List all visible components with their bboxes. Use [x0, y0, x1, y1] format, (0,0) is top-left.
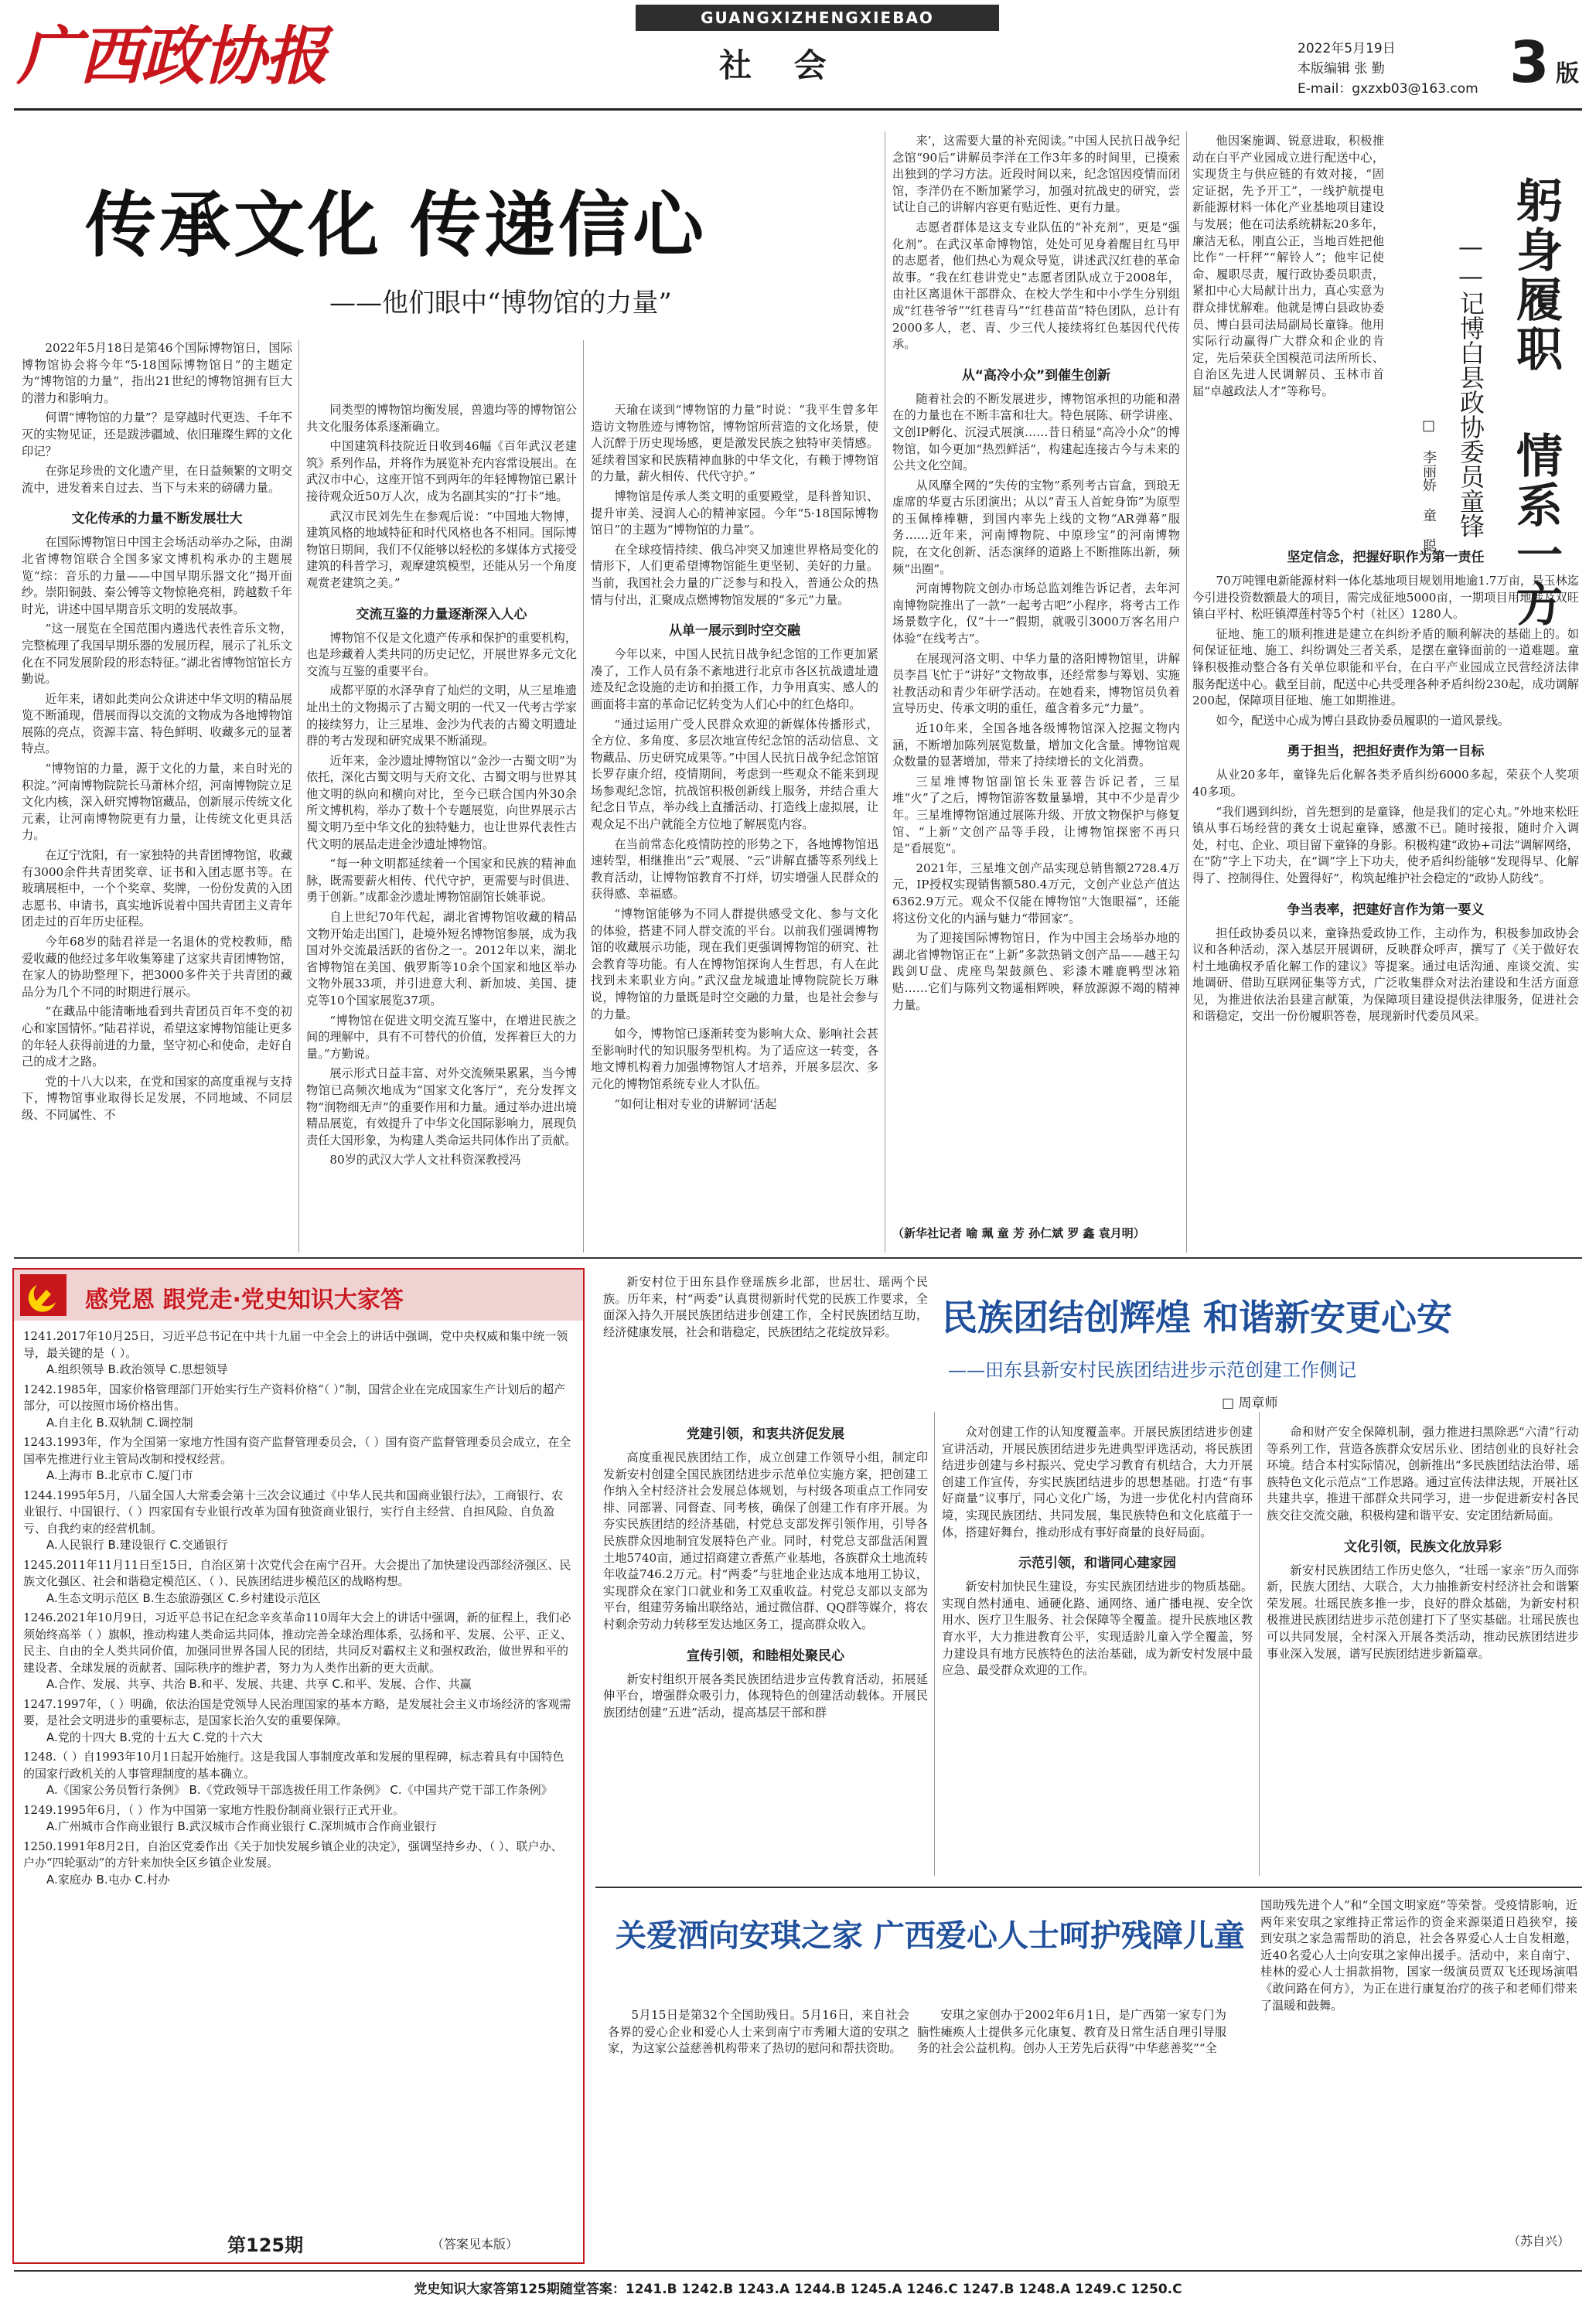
page-unit: 版 — [1556, 60, 1579, 87]
quiz-item — [23, 1434, 574, 1485]
paragraph: 高度重视民族团结工作，成立创建工作领导小组，制定印发新安村创建全国民族团结进步示范单位实施方案，把创建工作纳入全村经济社会发展总体规划，与村级各项重点工作同安排、同部署、同督查、同考核，确保了创建工作有序开展。为夯实民族团结的经济基础，村党总支部发挥引领作用，引导各民族群众因地制宜发展特色产业。同时，村党总支部盘活闲置土地5740亩，通过招商建立香蕉产业基地，各族群众土地流转年收益746.2万元。村“两委”与驻地企业达成本地用工协议，实现群众在家门口就业和务工双重收益。村党总支部以支部为平台，组建劳务输出联络站，通过微信群、QQ群等媒介，将农村剩余劳动力转移至发达地区务工，提高群众收入。 — [603, 1450, 928, 1631]
paragraph: 担任政协委员以来，童锋热爱政协工作，主动作为，积极参加政协会议和各种活动，深入基层开展调研，反映群众呼声，撰写了《关于做好农村土地确权矛盾化解工作的建议》等提案。通过电话沟通、座谈交流、实地调研、借助互联网征集等方式，广泛收集群众对法治建设和生活方面意见，为推进依法治县建言献策，为保障项目建设提供法律服务，促进社会和谐稳定，交出一份份履职答卷，展现新时代委员风采。 — [1192, 926, 1579, 1024]
subheading: 从单一展示到时空交融 — [669, 623, 800, 639]
paragraph: 中国建筑科技院近日收到46幅《百年武汉老建筑》系列作品，并将作为展览补充内容常设展出。在武汉市中心，这座开馆不到两年的年轻博物馆已累计接待观众近50万人次，成为名副其实的“打卡”地。 — [306, 439, 577, 503]
paragraph: “如何让相对专业的讲解词‘活起 — [614, 1096, 777, 1111]
quiz-options: A.广州城市合作商业银行 B.武汉城市合作商业银行 C.深圳城市合作商业银行 — [46, 1819, 437, 1833]
paragraph: “博物馆的力量，源于文化的力量，来自时光的积淀。”河南博物院院长马萧林介绍，河南博物院立足文化内核，深入研究博物馆藏品，创新展示传统文化元素，让河南博物院更有力量，让传统文化更具活力。 — [22, 762, 292, 843]
quiz-header — [14, 1270, 583, 1321]
quiz-question: 1241.2017年10月25日，习近平总书记在中共十九届一中全会上的讲话中强调，党中央权威和集中统一领导，最关键的是（ ）。 — [23, 1329, 568, 1360]
quiz-item — [23, 1557, 574, 1607]
paragraph: 今年68岁的陆君祥是一名退休的党校教师，酷爱收藏的他经过多年收集筹建了这家共青团博物馆，在家人的协助整理下，把3000多件关于共青团的藏品分为几个不同的时期进行展示。 — [22, 935, 292, 999]
paragraph: 如今，博物馆已逐渐转变为影响大众、影响社会甚至影响时代的知识服务型机构。为了适应这一转变，各地文博机构着力加强博物馆人才培养，开展多层次、多元化的博物馆系统专业人才队伍。 — [591, 1027, 878, 1091]
anqi-byline: （苏自兴） — [1508, 2234, 1570, 2248]
quiz-item — [23, 1488, 574, 1554]
footer-rule — [14, 2270, 1582, 2272]
xinan-subtitle: ——田东县新安村民族团结进步示范创建工作侧记 — [948, 1359, 1356, 1381]
xinan-column-3 — [1267, 1424, 1579, 1880]
anqi-column-1 — [608, 2007, 909, 2255]
quiz-question: 1244.1995年5月，八届全国人大常委会第十三次会议通过《中华人民共和国商业银行法》，工商银行、农业银行、中国银行、（ ）四家国有专业银行改革为国有独资商业银行，实行自主经营、自担风险、自负盈亏、自我约束的经营机制。 — [23, 1488, 564, 1536]
anqi-title: 关爱洒向安琪之家 广西爱心人士呵护残障儿童 — [616, 1918, 1245, 1954]
paragraph: 80岁的武汉大学人文社科资深教授冯 — [329, 1153, 521, 1168]
tongfeng-subtitle: ——记博白县政协委员童锋 — [1456, 232, 1485, 538]
quiz-options: A.上海市 B.北京市 C.厦门市 — [46, 1468, 193, 1482]
paragraph: 河南博物院文创办市场总监刘维告诉记者，去年河南博物院推出了一款“一起考古吧”小程序，将考古工作场景数字化，仅“十一”假期，就吸引3000万客名用户体验“在线考古”。 — [892, 581, 1180, 646]
quiz-period: 第125期 — [227, 2235, 304, 2256]
xinan-title: 民族团结创辉煌 和谐新安更心安 — [942, 1297, 1453, 1338]
quiz-item — [23, 1328, 574, 1379]
xinan-column-1 — [603, 1412, 928, 1880]
paragraph: “博物馆能够为不同人群提供感受文化、参与文化的体验，搭建不同人群交流的平台。以前我们强调博物馆的收藏展示功能，现在我们更强调博物馆的研究、社会教育等功能。有人在博物馆探询人生哲思，有人在此找到未来职业方向。”武汉盘龙城遗址博物院院长万琳说，博物馆的力量既是时空交融的力量，也是社会参与的力量。 — [591, 907, 878, 1021]
paragraph: “通过运用广受人民群众欢迎的新媒体传播形式，全方位、多角度、多层次地宣传纪念馆的活动信息、文物藏品、历史研究成果等。”中国人民抗日战争纪念馆馆长罗存康介绍，疫情期间，考虑到一些观众不能来到现场参观纪念馆，抗战馆积极创新线上服务，并结合重大纪念日节点，举办线上直播活动、打造线上虚拟展，让观众足不出户就能全方位地了解展览内容。 — [591, 717, 878, 832]
subheading: 宣传引领，和睦相处聚民心 — [687, 1648, 844, 1664]
paragraph: 展示形式日益丰富、对外交流频果累累，当今博物馆已高频次地成为“国家文化客厅”，充分发挥文物“润物细无声”的重要作用和力量。通过举办进出境精品展览，有效提升了中华文化国际影响力，展现负责任大国形象，为构建人类命运共同体作出了贡献。 — [306, 1066, 577, 1147]
quiz-question: 1245.2011年11月11日至15日，自治区第十次党代会在南宁召开。大会提出了加快建设西部经济强区、民族文化强区、社会和谐稳定模范区、（ ）、民族团结进步模范区的战略构想。 — [23, 1557, 571, 1588]
page-number: 3 — [1509, 29, 1550, 96]
xinan-byline: □ 周章师 — [1222, 1396, 1278, 1411]
paragraph: “我们遇到纠纷，首先想到的是童锋，他是我们的定心丸。”外地来松旺镇从事石场经营的龚女士说起童锋，感激不已。随时接报，随时介入调处，村屯、企业、项目留下童锋的身影。积极构建“政协+司法”调解网络，在“防”字上下功夫，在“调”字上下功夫，使矛盾纠纷能够“发现得早、化解得了、控制得住、处置得好”，构筑起维护社会稳定的“政协人防线”。 — [1192, 804, 1579, 885]
column-rule — [583, 340, 584, 1253]
paragraph: 如今，配送中心成为博白县政协委员履职的一道风景线。 — [1216, 713, 1510, 728]
paragraph: 在展现河洛文明、中华力量的洛阳博物馆里，讲解员李昌飞忙于“讲好”文物故事，还经常参与筹划、实施社教活动和青少年研学活动。在她看来，博物馆员负着宣导历史、传承文明的重任，蕴含着多元“力量”。 — [892, 651, 1180, 716]
tongfeng-title: 躬身履职 情系一方 — [1509, 176, 1563, 629]
column-rule — [298, 340, 299, 1253]
quiz-question: 1248.（ ）自1993年10月1日起开始施行。这是我国人事制度改革和发展的里程碑，标志着具有中国特色的国家行政机关的人事管理制度的基本确立。 — [23, 1750, 564, 1781]
paragraph: 命和财产安全保障机制，强力推进扫黑除恶“六清”行动等系列工作，营造各族群众安居乐业、团结创业的良好社会环境。结合本村实际情况，创新推出“多民族团结法治带、瑶族特色文化示范点”工作思路。通过宣传法律法规，开展社区共建共享，推进干部群众共同学习，进一步促进新安村各民族交往交流交融，积极构建和谐平安、安定团结新局面。 — [1267, 1425, 1579, 1522]
quiz-options: A.生态文明示范区 B.生态旅游强区 C.乡村建设示范区 — [46, 1590, 321, 1605]
masthead — [0, 0, 1596, 116]
museum-column-2 — [306, 402, 577, 1251]
quiz-title: 感党恩 跟党走·党史知识大家答 — [85, 1287, 404, 1314]
museum-column-4 — [892, 133, 1180, 1223]
paragraph: 在全球疫情持续、俄乌冲突又加速世界格局变化的情形下，人们更希望博物馆能生更坚韧、美好的力量。当前，我国社会力量的广泛参与和投入，普通公众的热情与付出，汇聚成点燃博物馆发展的“多元”力量。 — [591, 542, 878, 607]
paragraph: 2022年5月18日是第46个国际博物馆日，国际博物馆协会将今年“5·18国际博物馆日”的主题定为“博物馆的力量”，指出21世纪的博物馆拥有巨大的潜力和影响力。 — [22, 341, 292, 405]
quiz-item — [23, 1696, 574, 1747]
subheading: 勇于担当，把担好责作为第一目标 — [1287, 744, 1485, 760]
paragraph: 征地、施工的顺利推进是建立在纠纷矛盾的顺利解决的基础上的。如何保证征地、施工、纠纷调处三者关系，是摆在童锋面前的一道难题。童锋积极推动整合各有关单位职能和平台，在白平产业园成立民营经济法律服务配送中心。截至目前，配送中心共受理各种矛盾纠纷230起，成功调解200起，保障项目征地、施工如期推进。 — [1192, 626, 1579, 708]
paragraph: 近10年来，全国各地各级博物馆深入挖掘文物内涵，不断增加陈列展览数量，增加文化含量。博物馆观众数量的显著增加，带来了持续增长的文化消费。 — [892, 721, 1180, 769]
masthead-rule — [14, 108, 1582, 111]
paper-logo: 广西政协报 — [17, 19, 326, 94]
column-rule — [1259, 1412, 1260, 1876]
paragraph: 70万吨锂电新能源材料一体化基地项目规划用地逾1.7万亩，是玉林迄今引进投资数额最大的项目，需完成征地5000亩，一期项目用地涉及双旺镇白平村、松旺镇潭莲村等5个村（社区）1280人。 — [1192, 574, 1579, 622]
paragraph: 同类型的博物馆均衡发展，兽遗均等的博物馆公共文化服务体系逐渐确立。 — [306, 403, 577, 434]
quiz-options: A.组织领导 B.政治领导 C.思想领导 — [46, 1362, 228, 1376]
quiz-item — [23, 1749, 574, 1799]
quiz-question: 1242.1985年，国家价格管理部门开始实行生产资料价格“（ ）”制，国营企业在完成国家生产计划后的超产部分，可以按照市场价格出售。 — [23, 1382, 566, 1413]
quiz-list — [23, 1328, 574, 2217]
paragraph: 新安村组织开展各类民族团结进步宣传教育活动，拓展延伸平台，增强群众吸引力，体现特色的创建活动载体。开展民族团结创建“五进”活动，提高基层干部和群 — [603, 1672, 928, 1720]
paragraph: 在辽宁沈阳，有一家独特的共青团博物馆，收藏有3000余件共青团奖章、证书和入团志愿书等。在玻璃展柜中，一个个奖章、奖牌，一份份发黄的入团志愿书、申请书，真实地诉说着中国共青团主义青年团走过的百年历史征程。 — [22, 848, 292, 929]
quiz-question: 1246.2021年10月9日，习近平总书记在纪念辛亥革命110周年大会上的讲话中强调，新的征程上，我们必须始终高举（ ）旗帜，推动构建人类命运共同体，推动完善全球治理体系，弘扬和平、发展、公平、正义、民主、自由的全人类共同价值，加强同世界各国人民的团结，共同反对霸权主义和强权政治，做世界和平的建设者、全球发展的贡献者、国际秩序的维护者，努力为人类作出新的更大贡献。 — [23, 1611, 572, 1675]
paragraph: 安琪之家创办于2002年6月1日，是广西第一家专门为脑性瘫痪人士提供多元化康复、教育及日常生活自理引导服务的社会公益机构。创办人王芳先后获得“中华慈善奖”“全 — [917, 2008, 1226, 2056]
quiz-item — [23, 1802, 574, 1836]
page-editor: 本版编辑 张 勤 — [1298, 61, 1385, 77]
tongfeng-intro — [1192, 133, 1384, 544]
paragraph: 随着社会的不断发展进步，博物馆承担的功能和潜在的力量也在不断丰富和壮大。特色展陈、研学讲座、文创IP孵化、沉浸式展演……昔日稍显“高冷小众”的博物馆，如今更加“热烈鲜活”，构建起连接古今与未来的公共文化空间。 — [892, 391, 1180, 473]
quiz-question: 1250.1991年8月2日，自治区党委作出《关于加快发展乡镇企业的决定》，强调坚持乡办、（ ）、联户办、户办“四轮驱动”的方针来加快全区乡镇企业发展。 — [23, 1839, 563, 1870]
column-rule — [1186, 131, 1187, 1253]
paragraph: 新安村民族团结工作历史悠久，“壮瑶一家亲”历久而弥新，民族大团结、大联合，大力抽推新安村经济社会和谐繁荣发展。壮瑶民族多推一步，良好的群众基础，为新安村积极推进民族团结进步示范创建打下了坚实基础。壮瑶民族也可以共同发展，全村深入开展各类活动，推动民族团结进步事业深入发展，谱写民族团结进步新篇章。 — [1267, 1563, 1579, 1661]
quiz-options: A.党的十四大 B.党的十五大 C.党的十六大 — [46, 1730, 263, 1744]
subheading: 党建引领，和衷共济促发展 — [687, 1427, 844, 1442]
subheading: 争当表率，把建好言作为第一要义 — [1287, 902, 1485, 918]
paragraph: 今年以来，中国人民抗日战争纪念馆的工作更加紧凑了，工作人员有条不紊地进行北京市各区抗战遗址遗迹及纪念设施的走访和拍摄工作，力争用真实、感人的画面将丰富的革命记忆转变为人们心中的红色烙印。 — [591, 647, 878, 711]
feature-museum-subtitle: ——他们眼中“博物馆的力量” — [329, 288, 672, 319]
footer-answers: 党史知识大家答第125期随堂答案：1241.B 1242.B 1243.A 1244.B 1245.A 1246.C 1247.B 1248.A 1249.C 1250.C — [414, 2282, 1182, 2297]
xinan-column-2 — [942, 1424, 1253, 1880]
paragraph: 为了迎接国际博物馆日，作为中国主会场举办地的湖北省博物馆正在“上新”多款热销文创产品——越王勾践剑U盘、虎座鸟架鼓颜色、彩漆木雕鹿鸭型冰箱贴……它们与陈列文物遥相辉映，释放源源不竭的精神力量。 — [892, 931, 1180, 1012]
subheading: 文化传承的力量不断发展壮大 — [71, 511, 243, 527]
quiz-question: 1249.1995年6月，（ ）作为中国第一家地方性股份制商业银行正式开业。 — [23, 1802, 404, 1817]
quiz-answer-note: （答案见本版） — [431, 2237, 519, 2252]
issue-date: 2022年5月19日 — [1298, 41, 1396, 56]
paragraph: 志愿者群体是这支专业队伍的“补充剂”，更是“强化剂”。在武汉革命博物馆，处处可见身着醒目红马甲的志愿者，他们热心为观众导览，讲述武汉红巷的革命故事。“我在红巷讲党史”志愿者团队成立于2008年，由社区离退休干部群众、在校大学生和中小学生分别组成“红巷爷爷”“红巷青马”“红巷苗苗”特色团队，总计有2000多人，老、青、少三代人接续将红色基因代代传承。 — [892, 220, 1180, 352]
quiz-box — [12, 1268, 585, 2264]
paragraph: 来’，这需要大量的补充阅读。”中国人民抗日战争纪念馆“90后”讲解员李洋在工作3年多的时间里，已摸索出独到的学习方法。近段时间以来，纪念馆因疫情而闭馆，李洋仍在不断加紧学习，加强对抗战史的研究，尝试让自己的讲解内容更有贴近性、更有力量。 — [892, 134, 1180, 215]
quiz-options: A.《国家公务员暂行条例》 B.《党政领导干部选拔任用工作条例》 C.《中国共产党干部工作条例》 — [46, 1783, 553, 1797]
editor-email: E-mail：gxzxb03@163.com — [1298, 81, 1478, 97]
quiz-options: A.人民银行 B.建设银行 C.交通银行 — [46, 1538, 228, 1552]
paragraph: “每一种文明都延续着一个国家和民族的精神血脉，既需要薪火相传、代代守护，更需要与时俱进、勇于创新。”成都金沙遗址博物馆副馆长姚菲说。 — [306, 857, 577, 905]
section-name: 社 会 — [719, 46, 842, 84]
paragraph: “这一展览在全国范围内遴选代表性音乐文物，完整梳理了我国早期乐器的发展历程，展示了礼乐文化在不同发展阶段的形态特征。”湖北省博物馆馆长方勤说。 — [22, 622, 292, 687]
paragraph: 何谓“博物馆的力量”？是穿越时代更迭、千年不灭的实物见证，还是跋涉疆域、依旧璀璨生辉的文化印记？ — [22, 411, 292, 458]
subheading: 从“高冷小众”到催生创新 — [961, 367, 1111, 384]
paragraph: 近年来，诸如此类向公众讲述中华文明的精品展览不断涌现，借展而得以交流的文物成为各地博物馆展陈的亮点，资源丰富、特色鲜明、收藏多元的显著特点。 — [22, 691, 292, 756]
tongfeng-body — [1192, 546, 1579, 1245]
paragraph: 武汉市民刘先生在参观后说：“中国地大物博，建筑风格的地域特征和时代风格也各不相同。国际博物馆日期间，我们不仅能够以轻松的多媒体方式接受建筑的科普学习，观摩建筑模型，还能从另一个角度观赏老建筑之美。” — [306, 509, 577, 590]
paragraph: 近年来，金沙遗址博物馆以“金沙一古蜀文明”为依托，深化古蜀文明与天府文化、古蜀文明与世界其他文明的纵向和横向对比，至今已联合国内外30余所文博机构，举办了数十个专题展览，向世界展示古蜀文明乃至中华文化的独特魅力，也让世界代表性古代文明的展品走进金沙遗址博物馆。 — [306, 753, 577, 851]
xinan-intro: 新安村位于田东县作登瑶族乡北部，世居壮、瑶两个民族。历年来，村“两委”认真贯彻新时代党的民族工作要求，全面深入持久开展民族团结进步创建工作，全村民族团结互助，经济健康发展，社会和谐稳定，民族团结之花绽放异彩。 — [603, 1275, 928, 1339]
paragraph: 2021年，三星堆文创产品实现总销售额2728.4万元，IP授权实现销售额580.4万元，文创产业总产值达6362.9万元。观众不仅能在博物馆“大饱眼福”，还能将这份文化的内涵与魅力“带回家”。 — [892, 861, 1180, 926]
subheading: 坚定信念，把握好职作为第一责任 — [1287, 550, 1485, 565]
paragraph: 他因案施调、锐意进取，积极推动在白平产业园成立进行配送中心，实现货主与供应链的有效对接，“固定证据，先予开工”，一线护航提电新能源材料一体化产业基地项目建设与发展；他在司法系统耕耘20多年，廉洁无私，刚直公正，当地百姓把他比作“一杆秤”“解铃人”；他牢记使命、履职尽责，履行政协委员职责，紧扣中心大局献计出力，真心实意为群众排忧解难。他就是博白县政协委员、博白县司法局副局长童锋。他用实际行动赢得广大群众和企业的肯定，先后荣获全国模范司法所所长、自治区先进人民调解员、玉林市首届“卓越政法人才”等称号。 — [1192, 134, 1384, 398]
section-divider — [595, 1887, 1582, 1888]
paragraph: 博物馆是传承人类文明的重要殿堂，是科普知识、提升审美、浸润人心的精神家园。今年“5·18国际博物馆日”的主题为“博物馆的力量”。 — [591, 489, 878, 537]
museum-column-1 — [22, 340, 292, 1251]
paragraph: 从业20多年，童锋先后化解各类矛盾纠纷6000多起，荣获个人奖项40多项。 — [1192, 768, 1579, 799]
quiz-options: A.合作、发展、共享、共治 B.和平、发展、共建、共享 C.和平、发展、合作、共赢 — [46, 1677, 472, 1691]
quiz-question: 1247.1997年，（ ）明确，依法治国是党领导人民治理国家的基本方略，是发展社会主义市场经济的客观需要，是社会文明进步的重要标志，是国家长治久安的重要保障。 — [23, 1696, 571, 1727]
paper-pinyin: GUANGXIZHENGXIEBAO — [636, 5, 999, 31]
paragraph: 成都平原的水泽孕育了灿烂的文明，从三星堆遗址出土的文物揭示了古蜀文明的一代又一代考古学家的接续努力，让三星堆、金沙为代表的古蜀文明遗址群的考古发现和研究成果不断涌现。 — [306, 683, 577, 748]
museum-byline: （新华社记者 喻 珮 童 芳 孙仁斌 罗 鑫 袁月明） — [892, 1226, 1145, 1240]
paragraph: “在藏品中能清晰地看到共青团员百年不变的初心和家国情怀。”陆君祥说，希望这家博物馆能让更多的年轻人获得前进的力量，坚守初心和使命，走好自己的成才之路。 — [22, 1004, 292, 1069]
paragraph: 博物馆不仅是文化遗产传承和保护的重要机构，也是珍藏着人类共同的历史记忆，开展世界多元文化交流与互鉴的重要平台。 — [306, 630, 577, 678]
paragraph: 在当前常态化疫情防控的形势之下，各地博物馆迅速转型，相继推出“云”观展、“云”讲解直播等系列线上教育活动，让博物馆教育不打烊，切实增强人民群众的获得感、幸福感。 — [591, 837, 878, 902]
paragraph: 众对创建工作的认知度覆盖率。开展民族团结进步创建宣讲活动，开展民族团结进步先进典型评选活动，将民族团结进步创建与乡村振兴、党史学习教育有机结合，大力开展创建工作宣传，夯实民族团结进步的思想基础。打造“有事好商量”议事厅，同心文化广场，为进一步优化村内营商环境，实现民族团结、共同发展，集民族特色和文化底蕴于一体，搭建好舞台，推动形成有事好商量的良好局面。 — [942, 1425, 1253, 1539]
party-emblem-icon — [20, 1274, 66, 1316]
quiz-options: A.自主化 B.双轨制 C.调控制 — [46, 1415, 193, 1430]
subheading: 交流互鉴的力量逐渐深入人心 — [356, 606, 527, 622]
feature-museum-title: 传承文化 传递信心 — [85, 184, 708, 267]
paragraph: 天瑜在谈到“博物馆的力量”时说：“我平生曾多年造访文物胜迹与博物馆，博物馆所营造的文化场景，使人沉醉于历史现场感，更是激发民族之独特审美情感。延续着国家和民族精神血脉的中华文化，有赖于博物馆的力量，薪火相传、代代守护。” — [591, 403, 878, 484]
paragraph: 新安村加快民生建设，夯实民族团结进步的物质基础。实现自然村通电、通硬化路、通网络、通广播电视、安全饮用水、医疗卫生服务、社会保障等全覆盖。提升民族地区教育水平，大力推进教育公平，实现适龄儿童入学全覆盖，努力建设具有地方民族特色的法治基础，成为新安村发展中最应急、最受群众欢迎的工作。 — [942, 1580, 1253, 1678]
quiz-question: 1243.1993年，作为全国第一家地方性国有资产监督管理委员会，（ ）国有资产监督管理委员会成立，在全国率先推进行业主管局改制和授权经营。 — [23, 1435, 571, 1466]
quiz-item — [23, 1382, 574, 1432]
quiz-item — [23, 1839, 574, 1889]
tongfeng-byline: □ 李丽娇 童 聪 — [1420, 418, 1437, 552]
paragraph: “博物馆在促进文明交流互鉴中，在增进民族之间的理解中，具有不可替代的价值，发挥着巨大的力量。”方勤说。 — [306, 1013, 577, 1061]
anqi-column-3 — [1260, 1897, 1577, 2225]
paragraph: 在弥足珍贵的文化遗产里，在日益频繁的文明交流中，进发着来自过去、当下与未来的磅礴力量。 — [22, 464, 292, 495]
paragraph: 党的十八大以来，在党和国家的高度重视与支持下，博物馆事业取得长足发展，不同地域、不同层级、不同属性、不 — [22, 1074, 292, 1122]
anqi-column-2 — [917, 2007, 1226, 2255]
paragraph: 自上世纪70年代起，湖北省博物馆收藏的精品文物开始走出国门，赴境外短名博物馆参展，成为我国对外交流最活跃的省份之一。2012年以来，湖北省博物馆在美国、俄罗斯等10余个国家和地区举办文物外展33项，并引进意大利、新加坡、美国、捷克等10个国家展览37项。 — [306, 910, 577, 1007]
quiz-item — [23, 1610, 574, 1693]
subheading: 文化引领，民族文化放异彩 — [1344, 1539, 1502, 1555]
museum-column-3 — [591, 402, 878, 1251]
paragraph: 从风靡全网的“失传的宝物”系列考古盲盒，到琅无虚席的华夏古乐团演出；从以“青玉人首蛇身饰”为原型的玉佩棒棒糖，到国内率先上线的文物“AR弹幕”服务……近年来，河南博物院、中原珍宝”的河南博物院，在文化创新、活态演绎的道路上不断推陈出新，频频“出圈”。 — [892, 478, 1180, 576]
column-rule — [934, 1412, 935, 1876]
paragraph: 三星堆博物馆副馆长朱亚蓉告诉记者，三星堆“火”了之后，博物馆游客数量暴增，其中不少是青少年。三星堆博物馆通过展陈升级、开放文物保护与修复馆、“上新”文创产品等手段，让博物馆探密不再只是“看展览”。 — [892, 774, 1180, 856]
paragraph: 5月15日是第32个全国助残日。5月16日，来自社会各界的爱心企业和爱心人士来到南宁市秀厢大道的安琪之家，为这家公益慈善机构带来了热切的慰问和帮扶资助。 — [608, 2008, 909, 2056]
subheading: 示范引领，和谐同心建家园 — [1018, 1556, 1176, 1572]
paragraph: 国助残先进个人”和“全国文明家庭”等荣誉。受疫情影响，近两年来安琪之家维持正常运作的资金来源渠道日趋狭窄，接到安琪之家急需帮助的消息，社会各界爱心人士自发相邀，近40名爱心人士向安琪之家伸出援手。活动中，来自南宁、桂林的爱心人士捐款捐物，国家一级演员贾双飞还现场演唱《敢问路在何方》，为正在进行康复治疗的孩子和老师们带来了温暖和鼓舞。 — [1260, 1898, 1577, 2013]
paragraph: 在国际博物馆日中国主会场活动举办之际，由湖北省博物馆联合全国多家文博机构承办的主题展览“综：音乐的力量——中国早期乐器文化”揭开面纱。崇阳铜鼓、秦公镈等文物惊艳亮相，跨越数千年时光，讲述中国早期音乐文明的发展故事。 — [22, 535, 292, 616]
section-divider — [14, 1257, 1582, 1259]
quiz-options: A.家庭办 B.屯办 C.村办 — [46, 1872, 170, 1887]
